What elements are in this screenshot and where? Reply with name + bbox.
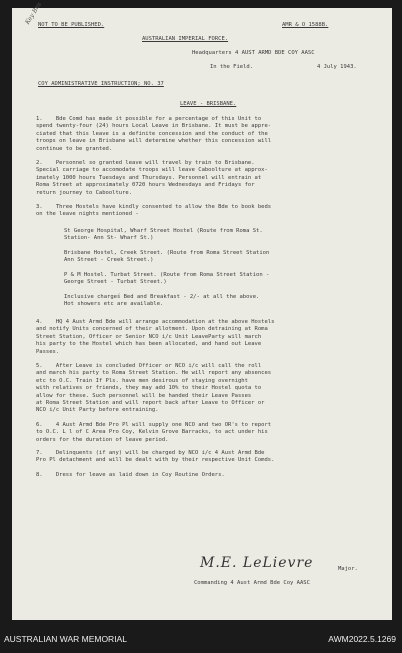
hostel-1: St George Hospital, Wharf Street Hostel (Route from Roma St. Station- Ann St- Wharf St.)	[64, 228, 263, 242]
headquarters: Headquarters 4 AUST ARMD BDE COY AASC	[192, 50, 315, 56]
location: In the Field.	[210, 64, 254, 70]
paragraph-5: 5. After Leave is concluded Officer or NCO i/c will call the roll and march his party to Roma Street Station. He will report any absences etc to O.C. Train If Pls. have men desirous of staying overnight with relatives or friends, they may add 10% to their Hostel quota to allow for these. Such personnel will be handed their Leave Passes at Roma Street Station and will report back after Leave to Officer or NCO i/c Unit Party before entraining.	[36, 363, 272, 414]
paragraph-1: 1. Bde Comd has made it possible for a percentage of this Unit to spend twenty-four (24) hours Local Leave in Brisbane. It must be appre- ciated that this leave is a definite concession and the conduct of the troops on leave in Brisbane will determine whether this concession will continue to be granted.	[36, 116, 272, 152]
signature: M.E. LeLievre	[200, 555, 314, 571]
signatory-rank: Major.	[338, 566, 358, 572]
reference-number: AMR & O 1588B.	[282, 22, 329, 28]
document-page	[12, 1, 392, 620]
document-title: LEAVE - BRISBANE.	[180, 101, 237, 107]
footer-credit: AUSTRALIAN WAR MEMORIAL	[4, 634, 127, 644]
publication-notice: NOT TO BE PUBLISHED.	[38, 22, 105, 28]
paragraph-2: 2. Personnel so granted leave will travel by train to Brisbane. Special carriage to accomodate troops will leave Caboolture at approx- imately 1000 hours Tuesdays and Thursdays. Personnel will entrain at Roma Street at approximately 0720 hours Wednesdays and Fridays for return journey to Caboolture.	[36, 160, 268, 196]
paragraph-4: 4. HQ 4 Aust Armd Bde will arrange accommodation at the above Hostels and notify Units concerned of their allotment. Upon detraining at Roma Street Station, Officer or Senior NCO i/c Unit LeaveParty will march his party to the Hostel which has been allocated, and hand out Leave Passes.	[36, 319, 275, 355]
paragraph-8: 8. Dress for leave as laid down in Coy Routine Orders.	[36, 472, 225, 478]
document-date: 4 July 1943.	[317, 64, 357, 70]
hostel-2: Brisbane Hostel, Creek Street. (Route from Roma Street Station Ann Street - Creek Street.)	[64, 250, 270, 264]
hostel-3: P & M Hostel. Turbat Street. (Route from Roma Street Station - George Street - Turbat Street.)	[64, 272, 270, 286]
handwritten-note: Key Bns	[24, 1, 43, 26]
charges-note: Inclusive chargeś Bed and Breakfast - 2/- at all the above. Hot showers etc are available.	[64, 294, 260, 308]
paragraph-6: 6. 4 Aust Armd Bde Pro Pl will supply one NCO and two OR's to report to O.C. L l of C Area Pro Coy, Kelvin Grove Barracks, to act under his orders for the duration of leave period.	[36, 422, 272, 443]
signature-block: Commanding 4 Aust Armd Bde Coy AASC	[194, 580, 310, 586]
paragraph-3: 3. Three Hostels have kindly consented to allow the Bde to book beds on the leave nights mentioned -	[36, 204, 272, 218]
paragraph-7: 7. Delinquents (if any) will be charged by NCO i/c 4 Aust Armd Bde Pro Pl detachment and will be dealt with by their respective Unit Comds.	[36, 450, 275, 464]
footer-accession: AWM2022.5.1269	[328, 634, 396, 644]
instruction-number: COY ADMINISTRATIVE INSTRUCTION; NO. 37	[38, 81, 164, 87]
force-heading: AUSTRALIAN IMPERIAL FORCE.	[142, 36, 229, 42]
